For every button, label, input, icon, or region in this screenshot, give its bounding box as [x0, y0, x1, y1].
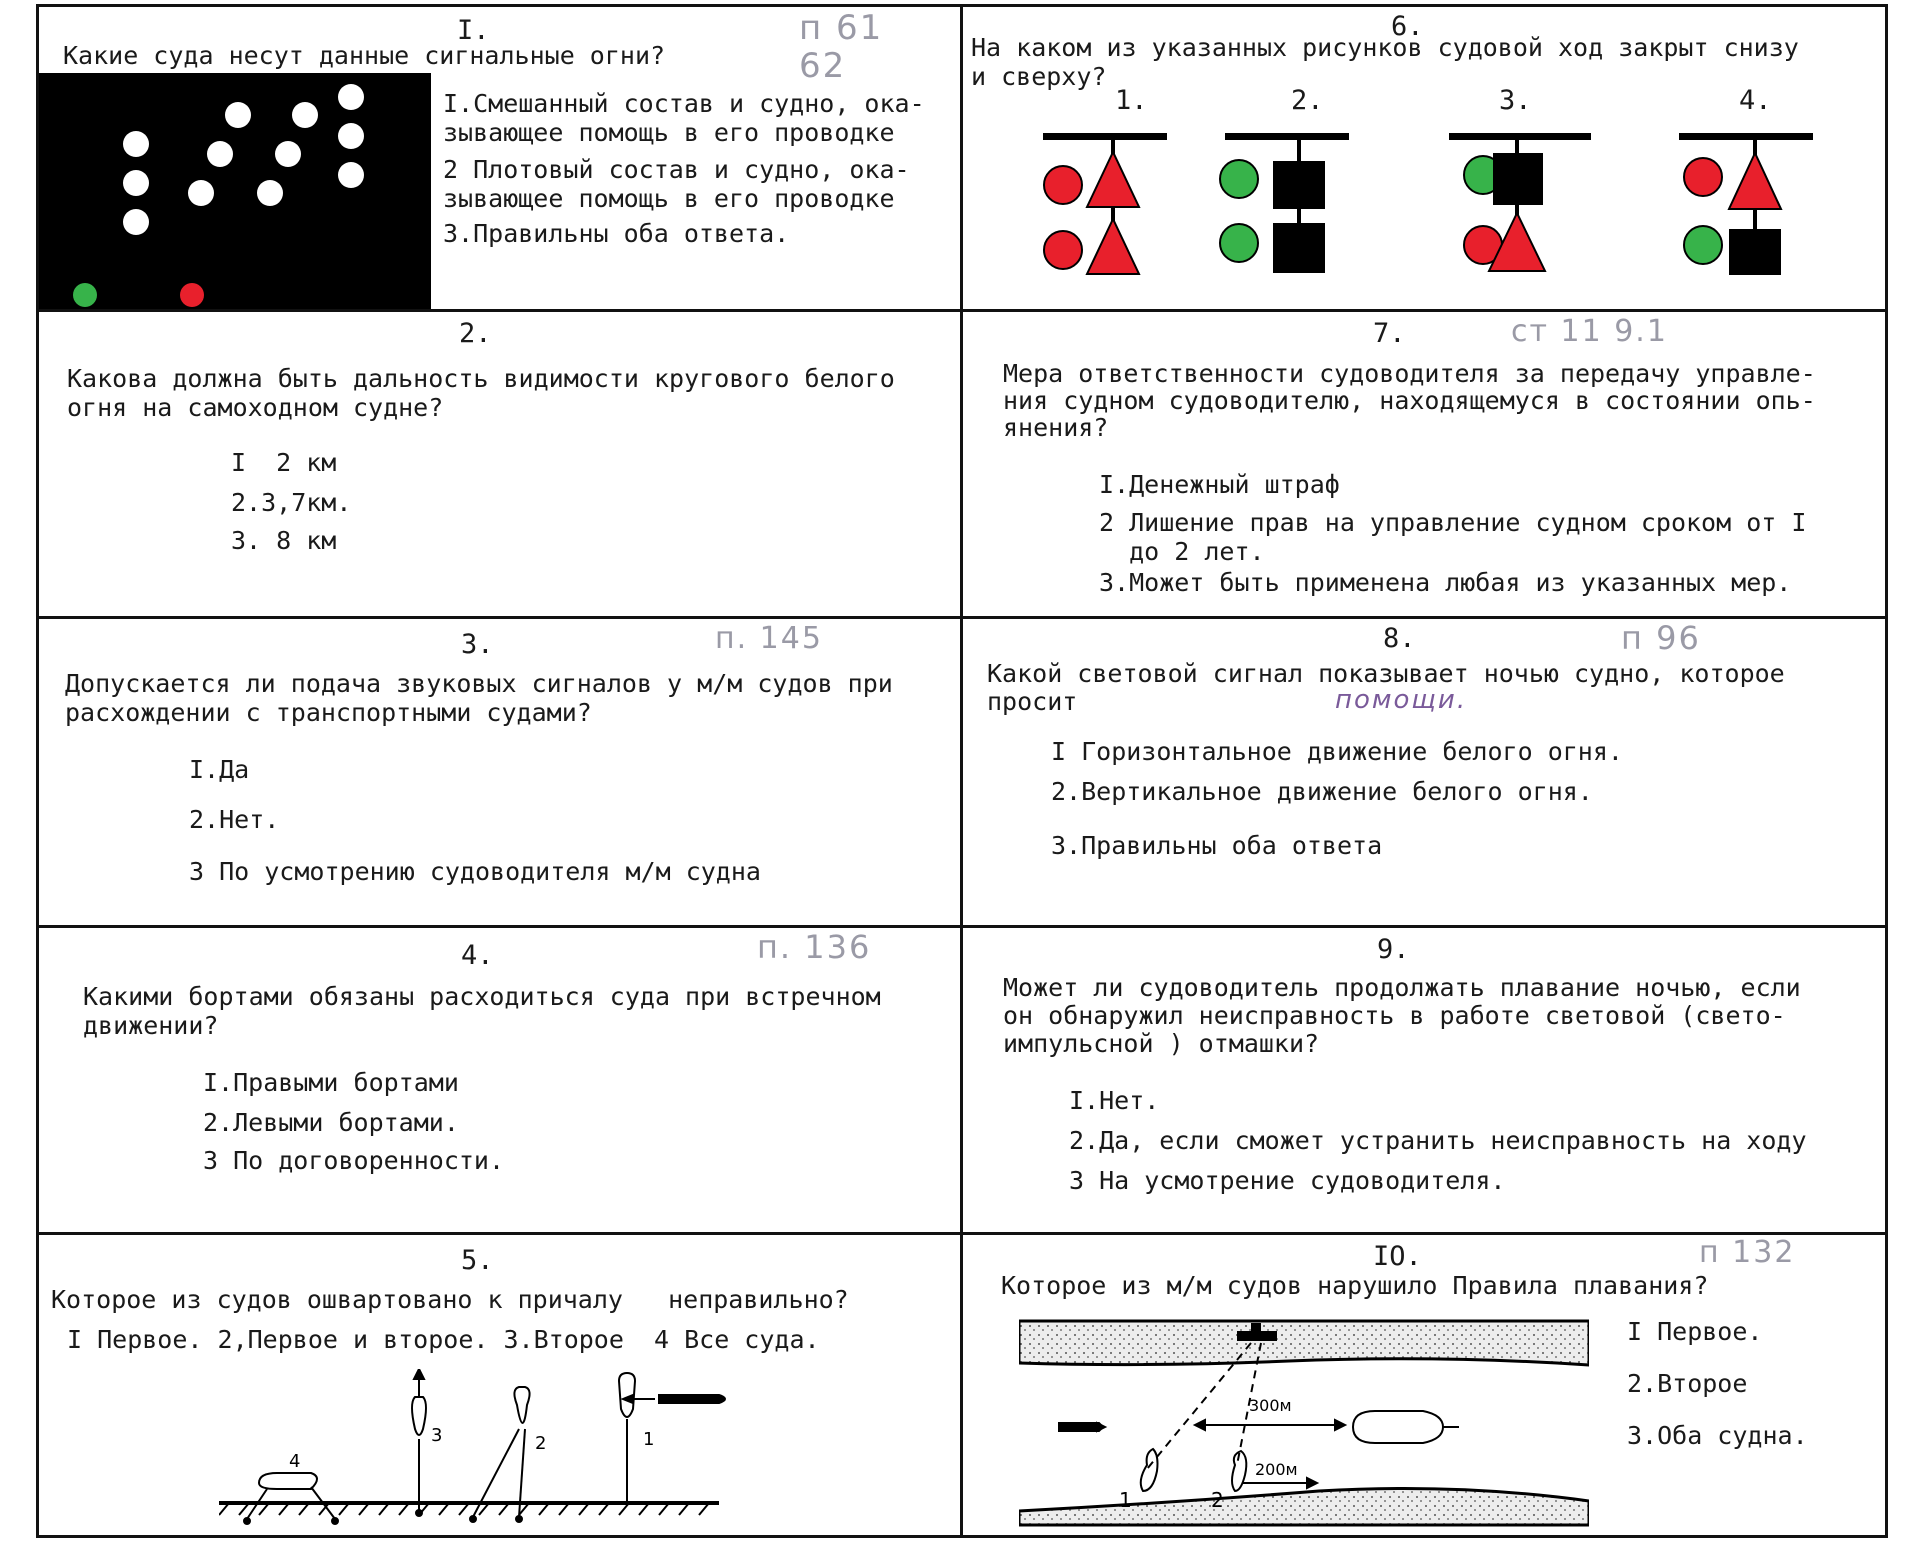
- answer-options: I Первое. 2,Первое и второе. 3.Второе 4 Все суда.: [67, 1325, 820, 1354]
- handwritten-insert: помощи.: [1335, 685, 1468, 715]
- question-cell-10: [960, 1232, 1888, 1538]
- signal-option-4: [1679, 133, 1813, 275]
- question-text: Которое из судов ошвартовано к причалу неправильно?: [51, 1285, 849, 1314]
- question-text-prefix: просит: [987, 687, 1078, 716]
- answer-1: I.Смешанный состав и судно, ока- зывающее помощь в его проводке: [443, 89, 925, 147]
- white-light: [275, 141, 301, 167]
- white-light: [123, 170, 149, 196]
- large-vessel: [1353, 1411, 1443, 1443]
- dimension-label-300: 300м: [1249, 1396, 1292, 1415]
- question-cell-5: [36, 1232, 963, 1538]
- answer-3: 3 На усмотрение судоводителя.: [1069, 1166, 1506, 1195]
- signal-options-figure: [963, 117, 1883, 287]
- answer-1: I.Да: [189, 755, 250, 784]
- answer-1: I 2 км: [231, 448, 337, 477]
- mooring-figure: [219, 1369, 739, 1538]
- question-number: 3.: [461, 629, 494, 660]
- passing-boat: [623, 1395, 725, 1403]
- boat-4: [244, 1473, 338, 1524]
- answer-3: 3.Оба судна.: [1627, 1421, 1808, 1450]
- question-cell-6: [960, 4, 1888, 312]
- white-light: [257, 180, 283, 206]
- option-label-1: 1.: [1115, 85, 1148, 116]
- signal-option-1: [1043, 133, 1167, 274]
- handwritten-note: п 132: [1699, 1235, 1796, 1270]
- handwritten-note: ст 11 9.1: [1511, 314, 1668, 349]
- answer-2: 2.Вертикальное движение белого огня.: [1051, 777, 1593, 806]
- answer-2: 2 Лишение прав на управление судном сроком от I до 2 лет.: [1099, 508, 1807, 566]
- question-cell-8: [960, 616, 1888, 928]
- handwritten-note: п 61 62: [799, 8, 884, 86]
- question-number: 8.: [1383, 623, 1416, 654]
- white-light: [123, 131, 149, 157]
- question-cell-2: [36, 309, 963, 619]
- question-number: 7.: [1373, 318, 1406, 349]
- answer-3: 3. 8 км: [231, 526, 337, 555]
- boat-label-1: 1: [643, 1429, 655, 1450]
- handwritten-note: п 96: [1621, 619, 1701, 657]
- signal-option-3: [1449, 133, 1591, 271]
- question-text: Может ли судоводитель продолжать плавание ночью, если он обнаружил неисправность в работе световой (свето- импульсной ) отмашки?: [1003, 973, 1801, 1058]
- question-number: 6.: [1391, 11, 1424, 42]
- white-light: [123, 209, 149, 235]
- small-boat-left: [1059, 1423, 1105, 1431]
- question-text: Какими бортами обязаны расходиться суда при встречном движении?: [83, 982, 881, 1040]
- boat-1: [1141, 1449, 1158, 1491]
- white-light: [338, 84, 364, 110]
- river-figure: [1019, 1315, 1589, 1531]
- question-text: Которое из м/м судов нарушило Правила плавания?: [1001, 1271, 1709, 1300]
- boat-1: [619, 1373, 635, 1503]
- answer-2: 2.Левыми бортами.: [203, 1108, 459, 1137]
- white-light: [188, 180, 214, 206]
- red-light: [180, 283, 204, 307]
- answer-1: I Горизонтальное движение белого огня.: [1051, 737, 1623, 766]
- question-text: Мера ответственности судоводителя за передачу управле- ния судном судоводителю, находящемуся в состоянии опь- янения?: [1003, 359, 1816, 442]
- boat-label-1: 1: [1119, 1488, 1132, 1512]
- question-cell-9: [960, 925, 1888, 1235]
- answer-1: I.Правыми бортами: [203, 1068, 459, 1097]
- boat-3: [412, 1369, 426, 1516]
- question-cell-3: [36, 616, 963, 928]
- answer-2: 2 Плотовый состав и судно, ока- зывающее помощь в его проводке: [443, 155, 910, 213]
- lower-bank: [1019, 1489, 1589, 1525]
- question-cell-1: [36, 4, 963, 312]
- white-light: [207, 141, 233, 167]
- answer-2: 2.Второе: [1627, 1369, 1748, 1398]
- question-number: 9.: [1377, 934, 1410, 965]
- question-number: I.: [457, 15, 490, 46]
- boat-label-3: 3: [431, 1425, 443, 1446]
- question-text: Допускается ли подача звуковых сигналов у м/м судов при расхождении с транспортными судами?: [65, 669, 893, 727]
- question-number: 4.: [461, 940, 494, 971]
- answer-1: I.Нет.: [1069, 1086, 1160, 1115]
- handwritten-note: п. 145: [715, 621, 823, 656]
- question-text: Какова должна быть дальность видимости кругового белого огня на самоходном судне?: [67, 364, 895, 422]
- option-label-3: 3.: [1499, 85, 1532, 116]
- boat-label-4: 4: [289, 1451, 301, 1472]
- question-text-line-1: Какой световой сигнал показывает ночью судно, которое: [987, 659, 1785, 688]
- question-text: На каком из указанных рисунков судовой ход закрыт снизу и сверху?: [971, 33, 1799, 91]
- dimension-label-200: 200м: [1255, 1460, 1298, 1479]
- white-light: [292, 102, 318, 128]
- answer-3: 3 По усмотрению судоводителя м/м судна: [189, 857, 761, 886]
- boat-label-2: 2: [535, 1433, 547, 1454]
- answer-1: I.Денежный штраф: [1099, 470, 1340, 499]
- question-number: IO.: [1373, 1241, 1422, 1272]
- answer-2: 2.Да, если сможет устранить неисправность на ходу: [1069, 1126, 1807, 1155]
- white-light: [225, 102, 251, 128]
- green-light: [73, 283, 97, 307]
- question-number: 2.: [459, 318, 492, 349]
- exam-sheet: [36, 4, 1888, 1538]
- upper-bank: [1019, 1321, 1589, 1365]
- option-label-4: 4.: [1739, 85, 1772, 116]
- answer-2: 2.Нет.: [189, 805, 280, 834]
- white-light: [338, 123, 364, 149]
- option-label-2: 2.: [1291, 85, 1324, 116]
- answer-3: 3 По договоренности.: [203, 1146, 505, 1175]
- white-light: [338, 162, 364, 188]
- answer-3: 3.Может быть применена любая из указанных мер.: [1099, 568, 1792, 597]
- handwritten-note: п. 136: [757, 928, 872, 966]
- answer-3: 3.Правильны оба ответа.: [443, 219, 790, 248]
- answer-1: I Первое.: [1627, 1317, 1763, 1346]
- signal-option-2: [1220, 133, 1349, 273]
- answer-2: 2.3,7км.: [231, 488, 352, 517]
- boat-label-2: 2: [1211, 1488, 1224, 1512]
- question-text: Какие суда несут данные сигнальные огни?: [63, 41, 666, 70]
- answer-3: 3.Правильны оба ответа: [1051, 831, 1383, 860]
- question-cell-4: [36, 925, 963, 1235]
- question-number: 5.: [461, 1245, 494, 1276]
- question-cell-7: [960, 309, 1888, 619]
- signal-lights-figure: [39, 73, 431, 312]
